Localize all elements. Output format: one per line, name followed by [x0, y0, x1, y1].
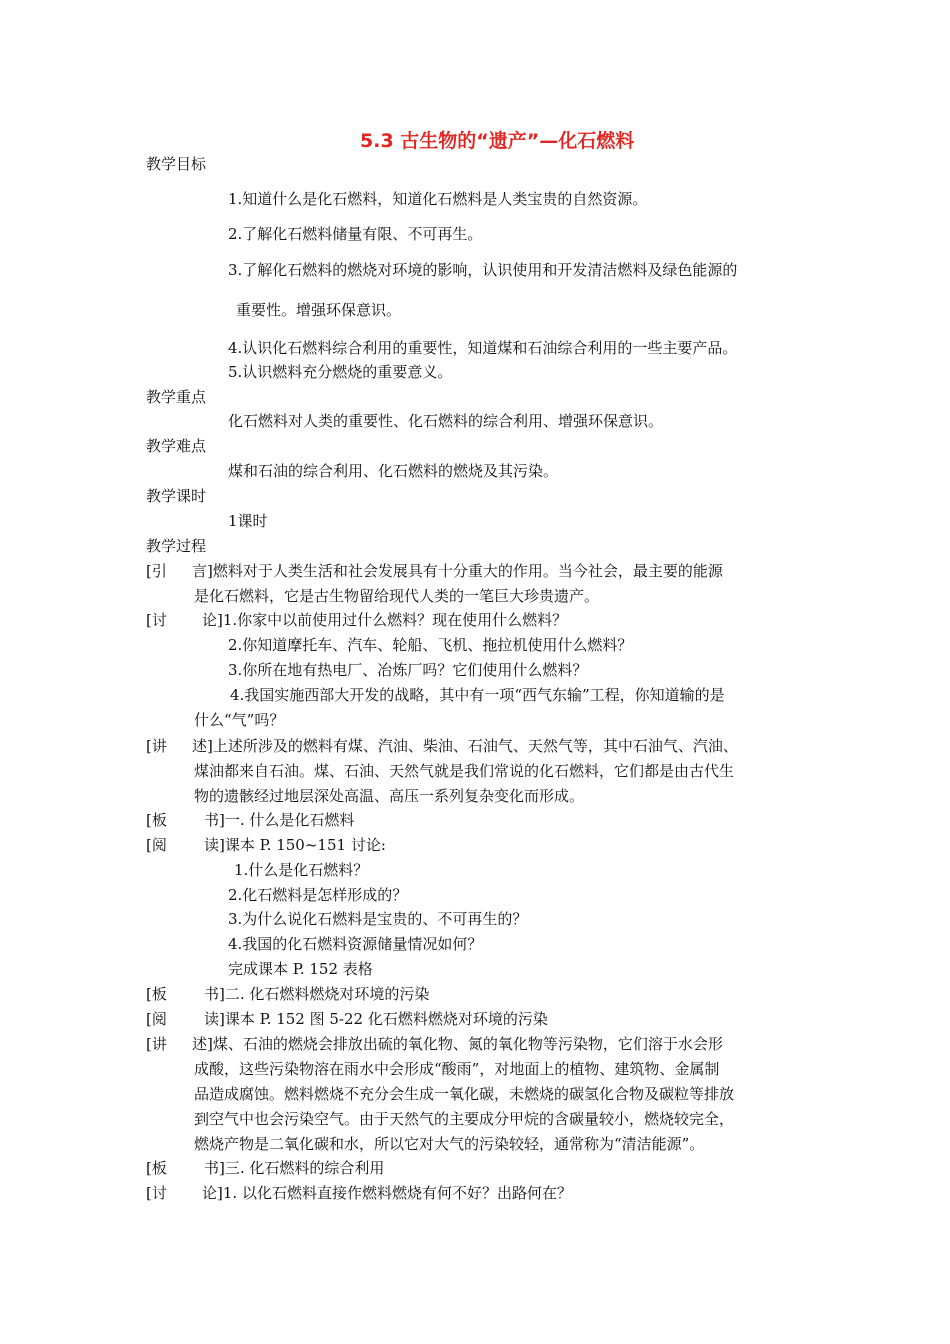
- intro-tag-close: 言]: [192, 562, 213, 580]
- discuss1-item-4: 4.我国实施西部大开发的战略，其中有一项“西气东输”工程，你知道输的是: [230, 686, 725, 704]
- goal-item-1: 1.知道什么是化石燃料，知道化石燃料是人类宝贵的自然资源。: [228, 190, 648, 208]
- discuss1-item-3: 3.你所在地有热电厂、冶炼厂吗？它们使用什么燃料？: [228, 661, 588, 679]
- lecture1-text-1: 上述所涉及的燃料有煤、汽油、柴油、石油气、天然气等，其中石油气、汽油、: [212, 737, 738, 755]
- goal-item-5: 5.认识燃料充分燃烧的重要意义。: [228, 363, 453, 381]
- board2-tag-close: 书]: [204, 985, 225, 1003]
- read1-item-3: 3.为什么说化石燃料是宝贵的、不可再生的？: [228, 910, 528, 928]
- board1-tag-close: 书]: [204, 811, 225, 829]
- discuss2-line: [146, 1183, 572, 1203]
- hours-heading: 教学课时: [146, 487, 207, 505]
- discuss1-item-4-cont: 什么“气”吗？: [194, 711, 285, 729]
- board3-text: 三. 化石燃料的综合利用: [224, 1159, 385, 1177]
- lecture1-line-1: [146, 736, 738, 756]
- read2-text: 课本 P. 152 图 5-22 化石燃料燃烧对环境的污染: [224, 1010, 548, 1028]
- intro-tag-open: [引: [146, 562, 167, 580]
- discuss1-tag-close: 论]: [202, 611, 223, 629]
- discuss1-tag-open: [讨: [146, 611, 167, 629]
- lecture2-text-5: 燃烧产物是二氧化碳和水，所以它对大气的污染较轻，通常称为“清洁能源”。: [194, 1135, 705, 1153]
- board2-line: [146, 984, 429, 1004]
- board2-text: 二. 化石燃料燃烧对环境的污染: [224, 985, 430, 1003]
- discuss1-line-1: [146, 610, 567, 630]
- goals-heading: 教学目标: [146, 155, 207, 173]
- board3-tag-close: 书]: [204, 1159, 225, 1177]
- document-title: 5.3 古生物的“遗产”—化石燃料: [360, 130, 635, 152]
- lecture1-tag-open: [讲: [146, 737, 167, 755]
- lecture2-text-4: 到空气中也会污染空气。由于天然气的主要成分甲烷的含碳量较小，燃烧较完全，: [194, 1110, 735, 1128]
- key-points-text: 化石燃料对人类的重要性、化石燃料的综合利用、增强环保意识。: [228, 412, 664, 430]
- lecture2-text-3: 品造成腐蚀。燃料燃烧不充分会生成一氧化碳，未燃烧的碳氢化合物及碳粒等排放: [194, 1085, 735, 1103]
- goal-item-3-cont: 重要性。增强环保意识。: [236, 301, 402, 319]
- read2-line: [146, 1009, 548, 1029]
- board2-tag-open: [板: [146, 985, 167, 1003]
- lecture2-text-1: 煤、石油的燃烧会排放出硫的氧化物、氮的氧化物等污染物，它们溶于水会形: [212, 1035, 723, 1053]
- discuss2-tag-open: [讨: [146, 1184, 167, 1202]
- lecture2-tag-open: [讲: [146, 1035, 167, 1053]
- lecture2-tag-close: 述]: [192, 1035, 213, 1053]
- read1-tag-open: [阅: [146, 836, 167, 854]
- read1-tag-close: 读]: [204, 836, 225, 854]
- read1-line: [146, 835, 386, 855]
- key-points-heading: 教学重点: [146, 388, 207, 406]
- intro-line-1: [146, 561, 723, 581]
- read1-item-4: 4.我国的化石燃料资源储量情况如何？: [228, 935, 483, 953]
- hours-text: 1课时: [228, 512, 268, 530]
- read2-tag-close: 读]: [204, 1010, 225, 1028]
- process-heading: 教学过程: [146, 537, 207, 555]
- board3-tag-open: [板: [146, 1159, 167, 1177]
- intro-text: 燃料对于人类生活和社会发展具有十分重大的作用。当今社会，最主要的能源: [212, 562, 723, 580]
- board1-text: 一. 什么是化石燃料: [224, 811, 355, 829]
- goal-item-4: 4.认识化石燃料综合利用的重要性，知道煤和石油综合利用的一些主要产品。: [228, 339, 738, 357]
- read1-text: 课本 P. 150~151 讨论:: [224, 836, 386, 854]
- intro-line-2: 是化石燃料，它是古生物留给现代人类的一笔巨大珍贵遗产。: [194, 587, 600, 605]
- lecture1-text-3: 物的遗骸经过地层深处高温、高压一系列复杂变化而形成。: [194, 787, 585, 805]
- lecture2-text-2: 成酸，这些污染物溶在雨水中会形成“酸雨”，对地面上的植物、建筑物、金属制: [194, 1060, 720, 1078]
- read1-item-2: 2.化石燃料是怎样形成的？: [228, 886, 408, 904]
- read1-item-1: 1.什么是化石燃料？: [234, 861, 369, 879]
- read2-tag-open: [阅: [146, 1010, 167, 1028]
- read1-item-5: 完成课本 P. 152 表格: [228, 960, 373, 978]
- board3-line: [146, 1158, 384, 1178]
- difficulties-text: 煤和石油的综合利用、化石燃料的燃烧及其污染。: [228, 462, 559, 480]
- discuss1-item-1: 1.你家中以前使用过什么燃料？现在使用什么燃料？: [222, 611, 568, 629]
- difficulties-heading: 教学难点: [146, 437, 207, 455]
- lecture1-tag-close: 述]: [192, 737, 213, 755]
- discuss1-item-2: 2.你知道摩托车、汽车、轮船、飞机、拖拉机使用什么燃料？: [228, 636, 633, 654]
- lecture2-line-1: [146, 1034, 723, 1054]
- lecture1-text-2: 煤油都来自石油。煤、石油、天然气就是我们常说的化石燃料，它们都是由古代生: [194, 762, 735, 780]
- board1-line: [146, 810, 354, 830]
- goal-item-2: 2.了解化石燃料储量有限、不可再生。: [228, 225, 483, 243]
- goal-item-3: 3.了解化石燃料的燃烧对环境的影响，认识使用和开发清洁燃料及绿色能源的: [228, 261, 738, 279]
- discuss2-text: 1. 以化石燃料直接作燃料燃烧有何不好？出路何在？: [222, 1184, 572, 1202]
- discuss2-tag-close: 论]: [202, 1184, 223, 1202]
- board1-tag-open: [板: [146, 811, 167, 829]
